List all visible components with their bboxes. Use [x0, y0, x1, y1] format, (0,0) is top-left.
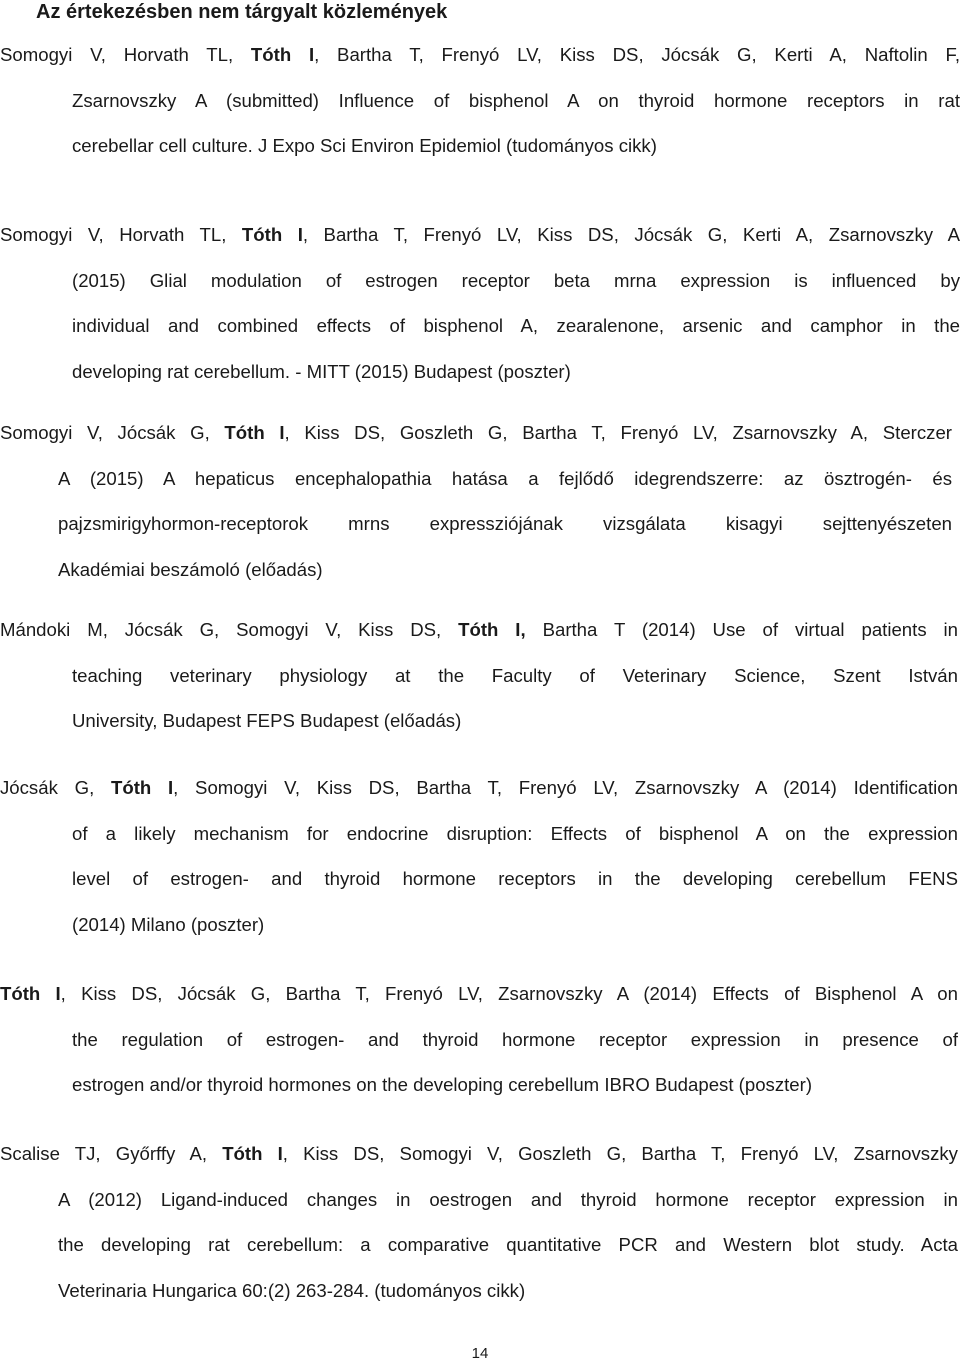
reference-line: Akadémiai beszámoló (előadás) [58, 558, 323, 580]
reference-line: Zsarnovszky A (submitted) Influence of bisphenol A on thyroid hormone receptors in rat [72, 89, 960, 111]
reference-authors: , Kiss DS, Goszleth G, Bartha T, Frenyó LV, Zsarnovszky A, Sterczer [284, 422, 952, 443]
reference-line [0, 765, 958, 811]
reference-authors: Somogyi V, Jócsák G, [0, 422, 225, 443]
reference-item [0, 971, 958, 1108]
highlighted-author: Tóth I [241, 224, 303, 245]
reference-authors: , Bartha T, Frenyó LV, Kiss DS, Jócsák G, Kerti A, Naftolin F, [314, 44, 960, 65]
reference-authors: Somogyi V, Horvath TL, [0, 44, 251, 65]
reference-line [0, 971, 958, 1017]
reference-line: pajzsmirigyhormon-receptorok mrns expressziójának vizsgálata kisagyi sejttenyészeten [58, 513, 952, 535]
reference-line: estrogen and/or thyroid hormones on the developing cerebellum IBRO Budapest (poszter) [72, 1074, 813, 1096]
reference-item [0, 607, 958, 744]
reference-authors: Scalise TJ, Győrffy A, [0, 1143, 223, 1164]
reference-line: (2015) Glial modulation of estrogen receptor beta mrna expression is influenced by [72, 269, 960, 291]
reference-line: teaching veterinary physiology at the Faculty of Veterinary Science, Szent István [72, 664, 958, 686]
reference-line: developing rat cerebellum. - MITT (2015) Budapest (poszter) [72, 360, 571, 382]
highlighted-author: Tóth I [222, 1143, 283, 1164]
highlighted-author: Tóth I [0, 983, 61, 1004]
reference-authors: Jócsák G, [0, 777, 111, 798]
highlighted-author: Tóth I [110, 777, 174, 798]
reference-authors: Somogyi V, Horvath TL, [0, 224, 242, 245]
reference-authors: , Kiss DS, Somogyi V, Goszleth G, Bartha T, Frenyó LV, Zsarnovszky [282, 1143, 958, 1164]
reference-line: University, Budapest FEPS Budapest (előadás) [72, 710, 462, 732]
reference-authors: Bartha T (2014) Use of virtual patients in [525, 619, 958, 640]
reference-line: cerebellar cell culture. J Expo Sci Environ Epidemiol (tudományos cikk) [72, 135, 657, 157]
reference-line: individual and combined effects of bisphenol A, zearalenone, arsenic and camphor in the [72, 315, 960, 337]
reference-item [0, 765, 958, 947]
reference-item [0, 410, 952, 592]
reference-authors: , Somogyi V, Kiss DS, Bartha T, Frenyó LV, Zsarnovszky A (2014) Identification [173, 777, 958, 798]
highlighted-author: Tóth I [250, 44, 315, 65]
reference-line: Veterinaria Hungarica 60:(2) 263-284. (tudományos cikk) [58, 1279, 526, 1301]
reference-authors: Mándoki M, Jócsák G, Somogyi V, Kiss DS, [0, 619, 459, 640]
reference-line: the developing rat cerebellum: a comparative quantitative PCR and Western blot study. Acta [58, 1234, 958, 1256]
reference-authors: , Bartha T, Frenyó LV, Kiss DS, Jócsák G, Kerti A, Zsarnovszky A [302, 224, 960, 245]
reference-line: level of estrogen- and thyroid hormone receptors in the developing cerebellum FENS [72, 868, 958, 890]
highlighted-author: Tóth I [224, 422, 285, 443]
reference-line [0, 212, 960, 258]
reference-authors: , Kiss DS, Jócsák G, Bartha T, Frenyó LV, Zsarnovszky A (2014) Effects of Bisphenol A on [60, 983, 958, 1004]
reference-line [0, 410, 952, 456]
reference-line: A (2015) A hepaticus encephalopathia hatása a fejlődő idegrendszerre: az ösztrogén- és [58, 467, 952, 489]
reference-line [0, 32, 960, 78]
reference-item [0, 1131, 958, 1313]
reference-line [0, 1131, 958, 1177]
reference-line: of a likely mechanism for endocrine disruption: Effects of bisphenol A on the expression [72, 822, 958, 844]
highlighted-author: Tóth I, [458, 619, 526, 640]
page-number: 14 [471, 1345, 489, 1362]
reference-line: A (2012) Ligand-induced changes in oestrogen and thyroid hormone receptor expression in [58, 1188, 958, 1210]
page-heading: Az értekezésben nem tárgyalt közlemények [36, 1, 448, 23]
reference-line: the regulation of estrogen- and thyroid hormone receptor expression in presence of [72, 1028, 958, 1050]
reference-line: (2014) Milano (poszter) [72, 913, 265, 935]
reference-item [0, 32, 960, 169]
reference-item [0, 212, 960, 394]
reference-line [0, 607, 958, 653]
